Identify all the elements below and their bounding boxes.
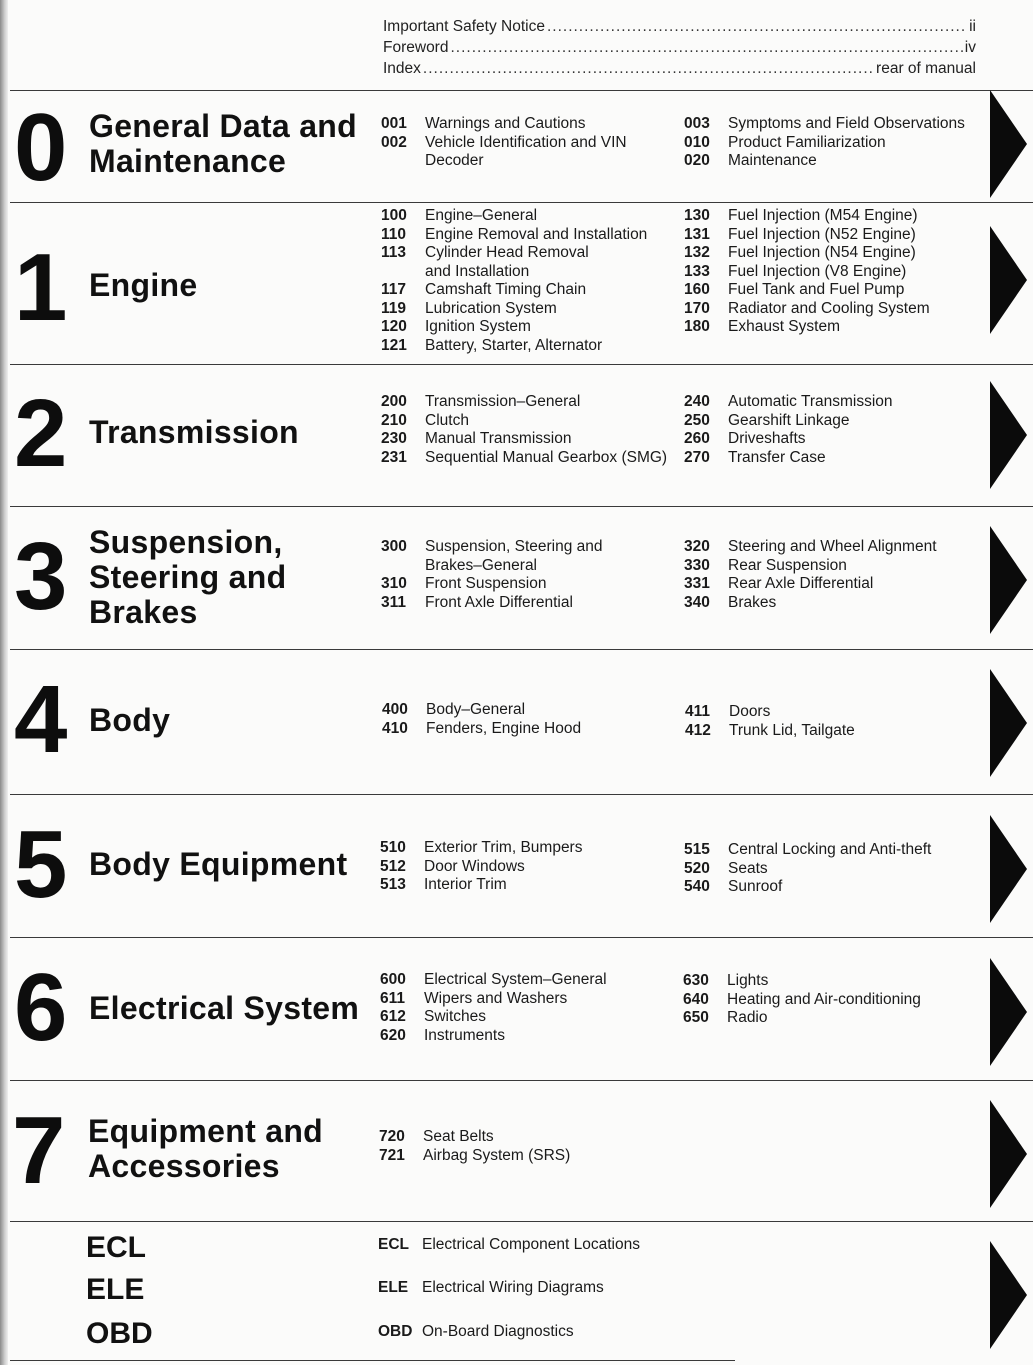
chapter-code: 611: [380, 989, 406, 1007]
section-divider: [10, 506, 1033, 507]
chapter-title: Transfer Case: [728, 448, 826, 466]
section-5: [10, 794, 1033, 937]
reference-title: Electrical Component Locations: [422, 1236, 640, 1253]
chapter-title: Trunk Lid, Tailgate: [729, 721, 855, 739]
chapter-entry[interactable]: [684, 412, 984, 431]
chapter-entry[interactable]: [381, 134, 661, 171]
chapter-title: Rear Axle Differential: [728, 575, 874, 592]
section-left-column: [380, 839, 670, 895]
chapter-entry[interactable]: [381, 281, 671, 300]
section-reference: [10, 1221, 1033, 1365]
section-number: 7: [12, 1097, 62, 1204]
bottom-divider: [10, 1360, 735, 1361]
front-matter-label: Important Safety Notice: [383, 18, 545, 35]
chapter-title: Ignition System: [425, 318, 531, 335]
front-matter-item[interactable]: [383, 39, 976, 60]
chapter-code: 331: [684, 575, 710, 592]
chapter-entry[interactable]: [382, 701, 672, 720]
chapter-entry[interactable]: [380, 971, 670, 990]
chapter-code: 630: [683, 972, 709, 989]
chapter-title: Camshaft Timing Chain: [425, 281, 587, 298]
chapter-entry[interactable]: [685, 722, 985, 741]
section-left-column: [382, 701, 672, 738]
chapter-code: 117: [381, 281, 407, 298]
chapter-title: Engine–General: [425, 207, 538, 224]
section-number: 3: [14, 523, 64, 630]
chapter-title: Front Axle Differential: [425, 593, 573, 611]
chapter-title: Engine Removal and Installation: [425, 225, 648, 243]
chapter-entry[interactable]: [684, 575, 984, 594]
chapter-title: Clutch: [425, 411, 469, 429]
chapter-title: Symptoms and Field Observations: [728, 115, 965, 132]
chapter-code: 121: [381, 336, 407, 354]
chapter-title: Seats: [728, 859, 768, 877]
chapter-title: Switches: [424, 1008, 487, 1025]
chapter-title: Fuel Injection (N52 Engine): [728, 225, 916, 243]
section-divider: [10, 364, 1033, 365]
front-matter-page: ii: [969, 18, 976, 35]
section-divider: [10, 794, 1033, 795]
section-divider: [10, 937, 1033, 938]
chapter-title: Lubrication System: [425, 299, 557, 317]
chapter-code: 010: [684, 133, 710, 151]
chapter-entry[interactable]: [381, 244, 671, 281]
chapter-entry[interactable]: [381, 449, 681, 468]
chapter-code: 520: [684, 859, 710, 877]
section-left-column: [381, 393, 681, 467]
section-left-column: [379, 1128, 669, 1165]
dot-leader: [450, 39, 962, 57]
section-title: Engine: [89, 267, 198, 303]
front-matter-page: rear of manual: [876, 60, 976, 77]
chapter-code: 200: [381, 393, 407, 410]
front-matter-item[interactable]: [383, 18, 976, 39]
section-title: Body Equipment: [89, 846, 348, 882]
chapter-title: Radiator and Cooling System: [728, 299, 930, 317]
chapter-entry[interactable]: [381, 594, 671, 613]
section-tab-arrow-icon[interactable]: [990, 226, 1027, 334]
section-right-column: [684, 115, 984, 171]
section-4: [10, 649, 1033, 794]
chapter-entry[interactable]: [684, 115, 984, 134]
chapter-entry[interactable]: [684, 860, 984, 879]
reference-code-heading: OBD: [86, 1317, 153, 1350]
chapter-entry[interactable]: [684, 538, 984, 557]
chapter-code: 100: [381, 207, 407, 224]
chapter-entry[interactable]: [683, 991, 983, 1010]
chapter-entry[interactable]: [381, 115, 661, 134]
chapter-entry[interactable]: [684, 134, 984, 153]
chapter-code: 340: [684, 593, 710, 611]
chapter-entry[interactable]: [684, 152, 984, 171]
chapter-title: Sequential Manual Gearbox (SMG): [425, 448, 668, 466]
section-2: [10, 364, 1033, 506]
chapter-title: Vehicle Identification and VIN Decoder: [425, 133, 627, 169]
chapter-code: 540: [684, 878, 710, 895]
section-tab-arrow-icon[interactable]: [990, 90, 1027, 198]
chapter-entry[interactable]: [684, 841, 984, 860]
chapter-title: Fuel Injection (M54 Engine): [728, 207, 918, 224]
chapter-title: Interior Trim: [424, 876, 507, 893]
section-0: [10, 90, 1033, 202]
chapter-code: 231: [381, 448, 407, 466]
chapter-title: Exhaust System: [728, 318, 840, 335]
chapter-code: 132: [684, 244, 710, 261]
chapter-entry[interactable]: [379, 1128, 669, 1147]
chapter-code: 160: [684, 281, 710, 298]
chapter-title: Steering and Wheel Alignment: [728, 538, 937, 555]
reference-entry[interactable]: [378, 1236, 640, 1254]
chapter-code: 310: [381, 575, 407, 592]
chapter-code: 131: [684, 225, 710, 243]
section-tab-arrow-icon[interactable]: [990, 1241, 1027, 1349]
chapter-entry[interactable]: [379, 1147, 669, 1166]
chapter-title: Seat Belts: [423, 1128, 494, 1145]
section-tab-arrow-icon[interactable]: [990, 526, 1027, 634]
chapter-code: 513: [380, 876, 406, 893]
section-left-column: [380, 971, 670, 1045]
section-right-column: [683, 972, 983, 1028]
section-title: General Data and Maintenance: [89, 108, 358, 179]
section-3: [10, 506, 1033, 649]
chapter-code: 640: [683, 990, 709, 1008]
chapter-code: 612: [380, 1008, 406, 1025]
chapter-title: Sunroof: [728, 878, 783, 895]
chapter-code: 020: [684, 152, 710, 169]
section-divider: [10, 202, 1033, 203]
chapter-code: 311: [381, 593, 407, 611]
chapter-entry[interactable]: [683, 1009, 983, 1028]
section-number: 0: [14, 94, 64, 201]
chapter-title: Heating and Air-conditioning: [727, 990, 921, 1008]
chapter-code: 411: [685, 703, 711, 720]
chapter-title: Radio: [727, 1009, 768, 1026]
chapter-entry[interactable]: [684, 594, 984, 613]
section-title: Equipment and Accessories: [88, 1113, 324, 1184]
chapter-code: 320: [684, 538, 710, 555]
chapter-code: 110: [381, 225, 407, 243]
chapter-entry[interactable]: [381, 575, 671, 594]
page-binding-edge: [0, 0, 8, 1365]
chapter-code: 001: [381, 115, 407, 132]
chapter-code: 720: [379, 1128, 405, 1145]
chapter-code: 113: [381, 244, 407, 261]
chapter-code: 003: [684, 115, 710, 132]
chapter-entry[interactable]: [380, 990, 670, 1009]
chapter-entry[interactable]: [381, 318, 671, 337]
chapter-title: Airbag System (SRS): [423, 1146, 571, 1164]
chapter-title: Wipers and Washers: [424, 989, 568, 1007]
chapter-code: 412: [685, 721, 711, 739]
reference-entry[interactable]: [378, 1323, 574, 1341]
chapter-code: 170: [684, 299, 710, 317]
section-title: Suspension, Steering and Brakes: [89, 524, 287, 630]
chapter-title: Product Familiarization: [728, 133, 886, 151]
chapter-code: 119: [381, 299, 407, 317]
chapter-title: Doors: [729, 703, 771, 720]
section-tab-arrow-icon[interactable]: [990, 958, 1027, 1066]
section-right-column: [684, 393, 984, 467]
section-7: [10, 1080, 1033, 1221]
front-matter-label: Index: [383, 60, 421, 77]
section-divider: [10, 649, 1033, 650]
chapter-title: Cylinder Head Removal and Installation: [425, 244, 589, 280]
chapter-code: 650: [683, 1009, 709, 1026]
section-number: 2: [14, 380, 64, 487]
section-number: 5: [14, 811, 64, 918]
chapter-title: Exterior Trim, Bumpers: [424, 839, 583, 856]
chapter-code: 270: [684, 448, 710, 466]
chapter-title: Warnings and Cautions: [425, 115, 586, 132]
chapter-title: Brakes: [728, 593, 777, 611]
chapter-code: 230: [381, 430, 407, 447]
chapter-entry[interactable]: [382, 720, 672, 739]
reference-code-heading: ECL: [86, 1231, 146, 1264]
chapter-code: 210: [381, 411, 407, 429]
chapter-code: 240: [684, 393, 710, 410]
chapter-code: 600: [380, 971, 406, 988]
section-tab-arrow-icon[interactable]: [990, 669, 1027, 777]
section-title: Electrical System: [89, 990, 360, 1026]
front-matter-label: Foreword: [383, 39, 449, 56]
section-right-column: [685, 703, 985, 740]
chapter-entry[interactable]: [380, 1008, 670, 1027]
reference-code: ECL: [378, 1236, 409, 1253]
chapter-code: 130: [684, 207, 710, 224]
chapter-entry[interactable]: [381, 337, 671, 356]
chapter-entry[interactable]: [684, 878, 984, 897]
chapter-entry[interactable]: [685, 703, 985, 722]
section-title: Body: [89, 702, 171, 738]
chapter-title: Electrical System–General: [424, 971, 607, 988]
chapter-entry[interactable]: [380, 839, 670, 858]
chapter-code: 133: [684, 262, 710, 280]
chapter-title: Instruments: [424, 1026, 505, 1044]
chapter-code: 512: [380, 857, 406, 875]
section-divider: [10, 90, 1033, 91]
section-right-column: [684, 207, 984, 337]
reference-title: Electrical Wiring Diagrams: [422, 1279, 604, 1296]
chapter-code: 260: [684, 430, 710, 447]
chapter-entry[interactable]: [381, 430, 681, 449]
chapter-title: Manual Transmission: [425, 430, 572, 447]
section-right-column: [684, 841, 984, 897]
chapter-code: 400: [382, 701, 408, 718]
chapter-title: Transmission–General: [425, 393, 581, 410]
chapter-title: Body–General: [426, 701, 526, 718]
chapter-entry[interactable]: [684, 226, 984, 245]
chapter-entry[interactable]: [381, 207, 671, 226]
section-6: [10, 937, 1033, 1080]
chapter-title: Driveshafts: [728, 430, 806, 447]
chapter-title: Fuel Injection (V8 Engine): [728, 262, 907, 280]
chapter-code: 510: [380, 839, 406, 856]
chapter-title: Suspension, Steering and Brakes–General: [425, 538, 603, 574]
dot-leader: [423, 60, 874, 78]
section-left-column: [381, 207, 671, 355]
reference-code-heading: ELE: [86, 1273, 145, 1306]
chapter-code: 620: [380, 1026, 406, 1044]
chapter-entry[interactable]: [381, 393, 681, 412]
front-matter-page: iv: [964, 39, 976, 56]
chapter-entry[interactable]: [684, 281, 984, 300]
chapter-code: 515: [684, 841, 710, 858]
chapter-code: 330: [684, 556, 710, 574]
front-matter-item[interactable]: [383, 60, 976, 81]
section-number: 1: [14, 234, 64, 341]
chapter-entry[interactable]: [380, 1027, 670, 1046]
chapter-entry[interactable]: [381, 538, 671, 575]
section-title: Transmission: [89, 414, 299, 450]
section-tab-arrow-icon[interactable]: [990, 381, 1027, 489]
chapter-entry[interactable]: [684, 449, 984, 468]
chapter-title: Front Suspension: [425, 575, 547, 592]
section-number: 4: [14, 666, 64, 773]
section-left-column: [381, 538, 671, 612]
reference-entry[interactable]: [378, 1279, 604, 1297]
chapter-title: Fenders, Engine Hood: [426, 719, 582, 737]
chapter-code: 410: [382, 719, 408, 737]
chapter-entry[interactable]: [381, 300, 671, 319]
chapter-entry[interactable]: [380, 858, 670, 877]
section-right-column: [684, 538, 984, 612]
section-1: [10, 202, 1033, 364]
chapter-title: Fuel Injection (N54 Engine): [728, 244, 916, 261]
chapter-entry[interactable]: [684, 263, 984, 282]
chapter-entry[interactable]: [380, 876, 670, 895]
section-tab-arrow-icon[interactable]: [990, 815, 1027, 923]
chapter-entry[interactable]: [684, 207, 984, 226]
chapter-title: Automatic Transmission: [728, 393, 893, 410]
section-divider: [10, 1080, 1033, 1081]
chapter-title: Gearshift Linkage: [728, 411, 850, 429]
chapter-entry[interactable]: [684, 300, 984, 319]
chapter-title: Door Windows: [424, 857, 525, 875]
chapter-title: Central Locking and Anti-theft: [728, 841, 932, 858]
reference-title: On-Board Diagnostics: [422, 1323, 574, 1340]
chapter-entry[interactable]: [381, 226, 671, 245]
chapter-entry[interactable]: [381, 412, 681, 431]
chapter-title: Fuel Tank and Fuel Pump: [728, 281, 905, 298]
chapter-code: 002: [381, 133, 407, 151]
chapter-entry[interactable]: [684, 318, 984, 337]
chapter-code: 120: [381, 318, 407, 335]
chapter-entry[interactable]: [683, 972, 983, 991]
chapter-title: Maintenance: [728, 152, 817, 169]
chapter-title: Rear Suspension: [728, 556, 847, 574]
section-tab-arrow-icon[interactable]: [990, 1100, 1027, 1208]
section-number: 6: [14, 954, 64, 1061]
chapter-entry[interactable]: [684, 557, 984, 576]
chapter-title: Lights: [727, 972, 769, 989]
chapter-entry[interactable]: [684, 244, 984, 263]
chapter-entry[interactable]: [684, 393, 984, 412]
dot-leader: [547, 18, 967, 36]
reference-code: ELE: [378, 1279, 409, 1296]
chapter-title: Battery, Starter, Alternator: [425, 336, 603, 354]
chapter-code: 180: [684, 318, 710, 335]
reference-code: OBD: [378, 1323, 413, 1340]
chapter-entry[interactable]: [684, 430, 984, 449]
chapter-code: 721: [379, 1146, 405, 1164]
section-left-column: [381, 115, 661, 171]
front-matter-list: [383, 18, 976, 81]
chapter-code: 300: [381, 538, 407, 555]
section-divider: [10, 1221, 1033, 1222]
chapter-code: 250: [684, 411, 710, 429]
